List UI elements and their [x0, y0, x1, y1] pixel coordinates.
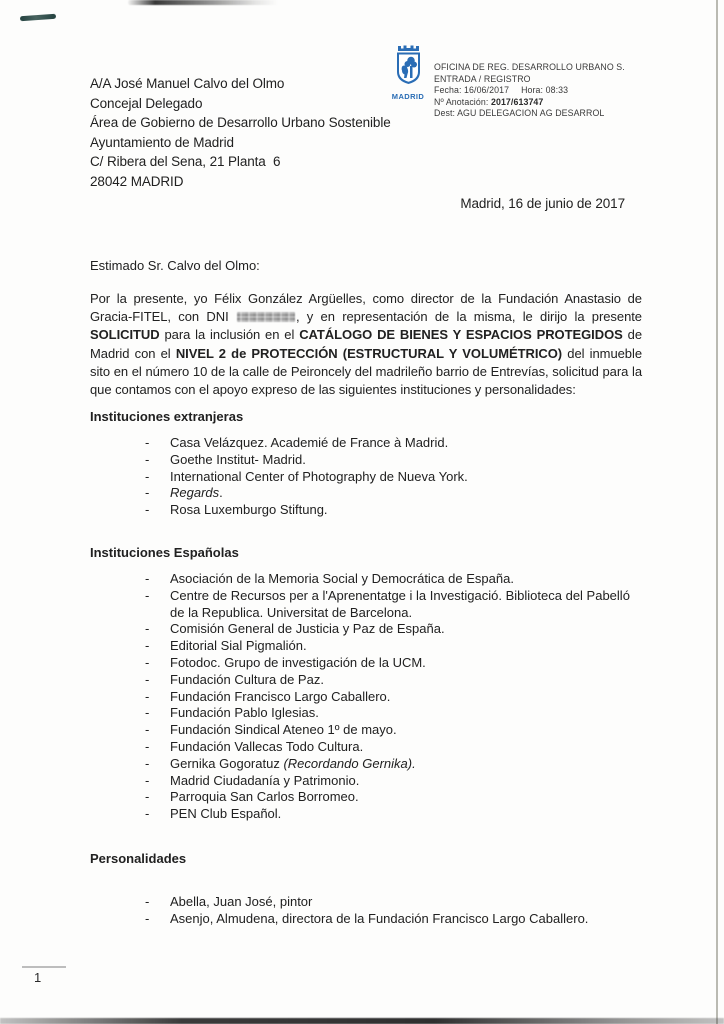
redacted-dni [237, 312, 295, 322]
address-line: 28042 MADRID [90, 173, 184, 189]
list-item [90, 452, 642, 469]
list-item-dash: - [145, 485, 150, 501]
list-item-text: Fundación Francisco Largo Caballero. [170, 688, 391, 704]
list-item [90, 756, 642, 773]
list-item-dash: - [145, 894, 150, 909]
list-item [90, 638, 642, 655]
list-item [90, 739, 642, 756]
list-item [90, 621, 642, 638]
text-segment: del inmueble sito en el número 10 de la calle de Peironcely del madrileño barrio de Entrevías, solicitud para la que contamos con el apoyo expreso de las siguientes instituciones y personalidades: [90, 345, 642, 398]
list-item [90, 435, 642, 452]
list-item-dash: - [145, 910, 150, 926]
list-item-text: Parroquia San Carlos Borromeo. [170, 789, 359, 805]
text-segment: , y en representación de la misma, le dirijo la presente [295, 309, 642, 325]
list-item-dash: - [145, 451, 150, 467]
list-item-dash: - [145, 621, 150, 637]
list-item [90, 689, 642, 706]
list-item-dash: - [145, 435, 150, 450]
scan-artifact-bottom-shadow [0, 1018, 724, 1024]
list-item [90, 571, 642, 588]
stamp-office-line1: OFICINA DE REG. DESARROLLO URBANO S. [434, 62, 625, 72]
list-item [90, 894, 642, 911]
stamp-date-line [434, 85, 625, 97]
list-item-text: Madrid Ciudadanía y Patrimonio. [170, 772, 360, 788]
page-number: 1 [34, 970, 42, 985]
list-item-text: Rosa Luxemburgo Stiftung. [170, 502, 328, 518]
institutions-list-foreign [90, 435, 642, 519]
list-item-text: Editorial Sial Pigmalión. [170, 638, 307, 654]
list-item-text: Fundación Vallecas Todo Cultura. [170, 738, 364, 754]
address-line: Concejal Delegado [90, 95, 203, 111]
list-item-dash: - [145, 806, 150, 822]
list-item-dash: - [145, 654, 150, 670]
list-item-text: Casa Velázquez. Academié de France à Madrid. [170, 435, 449, 450]
list-item-dash: - [145, 705, 150, 721]
section-heading: Instituciones Españolas [90, 545, 239, 560]
letter-dateline: Madrid, 16 de junio de 2017 [460, 196, 625, 211]
madrid-logo-wordmark: MADRID [391, 92, 425, 101]
text-segment: para la inclusión en el [159, 327, 300, 343]
address-line: A/A José Manuel Calvo del Olmo [90, 76, 285, 91]
stamp-anotacion-label: Nº Anotación: [434, 96, 489, 107]
registry-stamp [386, 44, 625, 120]
institutions-list-spanish [90, 571, 642, 823]
list-item-dash: - [145, 571, 150, 586]
text-segment: Gernika Gogoratuz [170, 755, 284, 771]
letter-body-paragraph [90, 290, 642, 399]
registry-stamp-text [434, 44, 625, 120]
scan-artifact-top-streak [128, 0, 278, 5]
stamp-anotacion-line [434, 97, 625, 109]
list-item [90, 485, 642, 502]
address-line: Ayuntamiento de Madrid [90, 134, 234, 150]
text-segment: . [219, 485, 223, 501]
list-item-text: Abella, Juan José, pintor [170, 894, 313, 909]
list-item-dash: - [145, 755, 150, 771]
list-item-dash: - [145, 671, 150, 687]
address-line: C/ Ribera del Sena, 21 Planta 6 [90, 154, 281, 169]
list-item-text: PEN Club Español. [170, 806, 282, 822]
section-instituciones-espanolas [90, 544, 642, 823]
list-item-dash: - [145, 722, 150, 738]
text-segment: (Recordando Gernika). [283, 755, 416, 771]
list-item-text: Fundación Cultura de Paz. [170, 671, 324, 687]
section-instituciones-extranjeras [90, 408, 642, 519]
stamp-anotacion-value: 2017/613747 [490, 96, 544, 107]
list-item [90, 911, 642, 928]
list-item-text [170, 485, 642, 502]
address-line: Área de Gobierno de Desarrollo Urbano Sostenible [90, 115, 391, 130]
text-segment: de Madrid con el [90, 327, 642, 361]
list-item-text [170, 756, 642, 773]
list-item-text: Goethe Institut- Madrid. [170, 451, 306, 467]
list-item-dash: - [145, 772, 150, 788]
stamp-hora: Hora: 08:33 [521, 85, 569, 95]
list-item [90, 806, 642, 823]
list-item-text: Comisión General de Justicia y Paz de España. [170, 621, 445, 637]
personalities-list [90, 894, 642, 928]
list-item-text: International Center of Photography de Nueva York. [170, 468, 468, 484]
section-personalidades [90, 850, 642, 928]
madrid-crest-icon [395, 44, 422, 86]
list-item-dash: - [145, 587, 150, 603]
recipient-address-block [90, 74, 391, 191]
list-item [90, 789, 642, 806]
text-segment: NIVEL 2 de PROTECCIÓN (ESTRUCTURAL Y VOLUMÉTRICO) [175, 345, 563, 361]
list-item-dash: - [145, 468, 150, 484]
list-item [90, 655, 642, 672]
list-item-dash: - [145, 789, 150, 805]
scan-artifact-page-edge [716, 0, 718, 1024]
list-item-dash: - [145, 502, 150, 518]
text-segment: SOLICITUD [90, 327, 160, 343]
letter-salutation: Estimado Sr. Calvo del Olmo: [90, 258, 260, 273]
list-item [90, 722, 642, 739]
stamp-fecha: Fecha: 16/06/2017 [434, 85, 510, 95]
list-item-text: Centre de Recursos per a l'Aprenentatge i la Investigació. Biblioteca del Pabelló de la Republica. Universitat de Barcelona. [170, 587, 630, 620]
list-item [90, 705, 642, 722]
list-item [90, 773, 642, 790]
stamp-office-line2: ENTRADA / REGISTRO [434, 73, 531, 84]
list-item [90, 469, 642, 486]
text-segment: CATÁLOGO DE BIENES Y ESPACIOS PROTEGIDOS [299, 327, 623, 343]
list-item-text: Fundación Pablo Iglesias. [170, 705, 319, 721]
list-item-dash: - [145, 688, 150, 704]
list-item [90, 502, 642, 519]
list-item-text: Asociación de la Memoria Social y Democrática de España. [170, 571, 514, 586]
stamp-dest-line: Dest: AGU DELEGACION AG DESARROL [434, 108, 605, 118]
list-item-text: Fotodoc. Grupo de investigación de la UCM. [170, 654, 426, 670]
text-segment: Regards [170, 485, 220, 501]
list-item-text: Fundación Sindical Ateneo 1º de mayo. [170, 722, 397, 738]
section-heading: Personalidades [90, 851, 187, 866]
text-segment: Por la presente, yo Félix González Argüelles, como director de la Fundación Anastasio de Gracia-FITEL, con DNI [90, 291, 642, 325]
madrid-logo-block [386, 44, 430, 120]
scan-artifact-pen-mark [20, 14, 56, 21]
list-item-dash: - [145, 638, 150, 654]
footer-rule [22, 966, 66, 968]
list-item-dash: - [145, 738, 150, 754]
list-item [90, 588, 642, 622]
section-heading: Instituciones extranjeras [90, 409, 244, 424]
list-item-text: Asenjo, Almudena, directora de la Fundación Francisco Largo Caballero. [170, 910, 589, 926]
list-item [90, 672, 642, 689]
